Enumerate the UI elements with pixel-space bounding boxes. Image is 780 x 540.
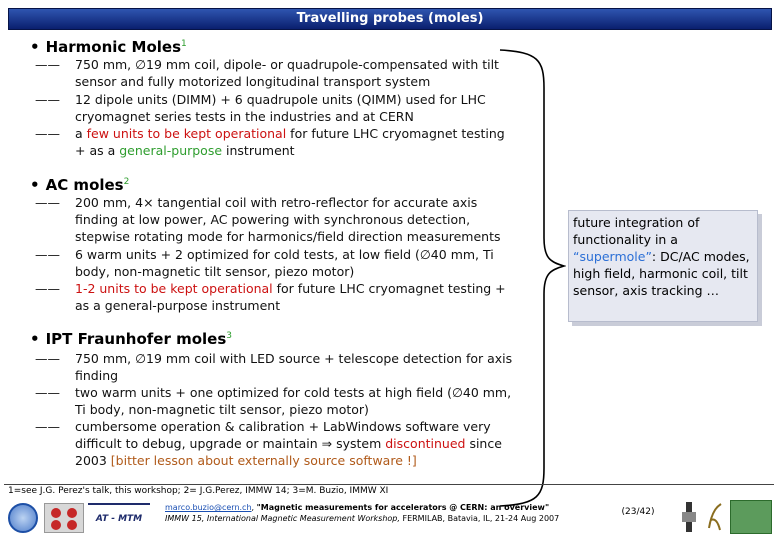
sub-item-text [75,56,515,90]
highlight-text: [bitter lesson about externally source software !] [110,453,417,469]
bullet-dot-icon: • [30,330,40,348]
sub-item-text [75,125,515,159]
dash-marker: —— [35,195,60,210]
note-highlight: “supermole” [573,249,652,264]
section-heading-text: Harmonic Moles [45,38,182,56]
body-text: for future LHC cryomagnet testing + as a general-purpose instrument [75,281,506,314]
section-heading-text: AC moles [45,176,124,194]
dash-marker: —— [35,92,60,107]
body-text: 6 warm units + 2 optimized for cold tests, at low field (∅40 mm, Ti body, non-magnetic tilt sensor, piezo motor) [75,247,494,280]
body-text: instrument [222,143,295,159]
sub-item [35,91,515,125]
signature-logo-icon [706,500,724,534]
footer-credits: marco.buzio@cern.ch, "Magnetic measurements for accelerators @ CERN: an overview" IMMW 15, International Magnetic Measurement Workshop, FERMILAB, Batavia, IL, 21-24 Aug 2007 [165,503,560,523]
sub-item [35,125,515,159]
eu-logo-icon [730,500,772,534]
footer-divider [4,484,774,485]
sub-item-text [75,194,515,246]
bullet-dot-icon: • [30,38,40,56]
body-text: 12 dipole units (DIMM) + 6 quadrupole units (QIMM) used for LHC cryomagnet series tests in the industries and at CERN [75,92,486,125]
body-text: 750 mm, ∅19 mm coil, dipole- or quadrupole-compensated with tilt sensor and fully motorized longitudinal transport system [75,57,499,90]
probe-logo-icon [680,500,698,534]
highlight-text: 1-2 units to be kept operational [75,281,273,296]
section-heading-ac [30,176,129,194]
sub-item-text [75,418,515,470]
talk-title: "Magnetic measurements for accelerators @ CERN: an overview" [256,503,550,512]
section-ref: 3 [226,331,233,341]
dash-marker: —— [35,247,60,262]
sub-item [35,418,515,470]
section-heading-harmonic [30,38,187,56]
sub-item-text [75,246,515,280]
sub-item-text [75,384,515,418]
dash-marker: —— [35,57,60,72]
sub-item [35,384,515,418]
section-heading-text: IPT Fraunhofer moles [45,330,227,348]
magnet-logo-icon [44,503,84,533]
cern-logo-icon [8,503,38,533]
sub-item [35,350,515,384]
section-ref: 2 [123,177,130,187]
supermole-note [568,210,758,322]
sub-item [35,194,515,246]
dash-marker: —— [35,126,60,141]
conference-name: IMMW 15, International Magnetic Measurement Workshop, [165,514,400,523]
dash-marker: —— [35,281,60,296]
highlight-text: few units to be kept operational [86,126,287,141]
section-ref: 1 [181,39,187,49]
highlight-text: discontinued [385,436,466,452]
at-mtm-logo: AT - MTM [88,503,150,533]
dash-marker: —— [35,351,60,366]
body-text: 200 mm, 4× tangential coil with retro-reflector for accurate axis finding at low power, AC powering with synchronous detection, stepwise rotating mode for harmonics/field direction measurements [75,195,501,245]
note-text-end: : DC/AC modes, high field, harmonic coil, tilt sensor, axis tracking … [573,249,750,298]
dash-marker: —— [35,385,60,400]
sub-item-text [75,91,515,125]
author-email-link[interactable]: marco.buzio@cern.ch [165,503,252,512]
slide-title: Travelling probes (moles) [8,8,772,30]
body-text: two warm units + one optimized for cold tests at high field (∅40 mm, Ti body, non-magnetic tilt sensor, piezo motor) [75,385,512,418]
page-number: (23/42) [621,507,655,517]
curly-brace-icon [498,48,566,508]
highlight-text: general-purpose [119,143,223,159]
body-text: cumbersome operation & calibration + LabWindows software very difficult to debug, upgrade or maintain ⇒ system [75,419,491,452]
sub-item-text [75,350,515,384]
dash-marker: —— [35,419,60,434]
note-text-start: future integration of functionality in a [573,215,700,247]
body-text: since 2003 [75,436,502,469]
sub-item [35,56,515,90]
conference-location: FERMILAB, Batavia, IL, 21-24 Aug 2007 [399,514,560,523]
section-heading-ipt [30,330,232,348]
sub-item-text [75,280,515,314]
body-text: 750 mm, ∅19 mm coil with LED source + telescope detection for axis finding [75,351,513,384]
references-line: 1=see J.G. Perez's talk, this workshop; 2= J.G.Perez, IMMW 14; 3=M. Buzio, IMMW XI [8,486,389,496]
bullet-dot-icon: • [30,176,40,194]
body-text: for future LHC cryomagnet testing + as a [75,126,505,159]
sub-item [35,246,515,280]
sub-item [35,280,515,314]
body-text: a [75,126,87,141]
